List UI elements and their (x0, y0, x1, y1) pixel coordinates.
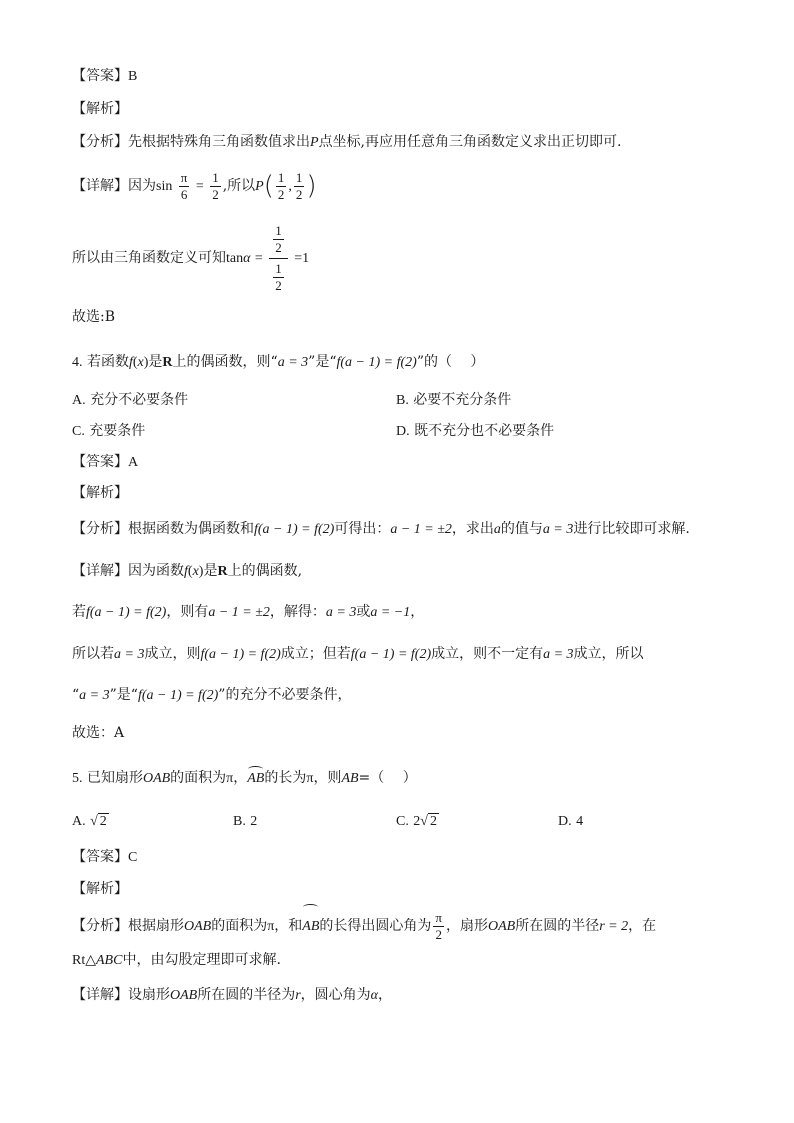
set-r: R (162, 355, 173, 370)
question-number: 4. (72, 355, 83, 370)
denominator: 2 (275, 277, 282, 293)
q4-option-b[interactable] (396, 390, 511, 411)
compound-numerator (269, 223, 288, 259)
var-alpha: α (370, 988, 379, 1003)
function-expr: f(a − 1) = f(2) (137, 688, 219, 703)
numerator: 1 (275, 260, 282, 276)
fenxi-text: 所在圆的半径 (515, 918, 600, 934)
detail-tag: 【详解】 (72, 563, 128, 579)
denominator: 2 (212, 186, 219, 202)
sin-fn: sin (156, 179, 173, 194)
q5-analysis-heading (72, 879, 128, 899)
choice-text: 故选：A (72, 725, 125, 741)
detail-tag: 【详解】 (72, 987, 128, 1003)
var-p: P (255, 179, 264, 194)
triangle-name: ABC (96, 953, 123, 968)
denominator: 2 (277, 186, 285, 202)
answer-tag: 【答案】 (72, 454, 128, 470)
q3-analysis-heading (72, 99, 128, 119)
radical-sign: √ (420, 814, 428, 829)
pi-symbol: π (267, 919, 275, 934)
q4-detail-line-3 (72, 644, 644, 665)
equals-sign: = (254, 251, 263, 266)
q4-choice-line (72, 723, 124, 743)
q5-option-c[interactable] (396, 811, 439, 832)
q4-option-c[interactable] (72, 421, 145, 442)
q3-choice-line (72, 307, 115, 327)
equation: a − 1 = ±2 (208, 605, 270, 620)
stem-text: ”是“ (308, 354, 337, 370)
numerator: 1 (277, 169, 285, 185)
condition-expr: a = 3 (542, 522, 574, 537)
q3-fenxi-line (72, 132, 621, 153)
option-label: C. (396, 814, 409, 829)
detail-text: 若 (72, 604, 86, 620)
numerator: 1 (275, 222, 282, 238)
answer-value: B (128, 69, 138, 84)
radicand: 2 (429, 814, 437, 829)
fenxi-text: 进行比较即可求解. (573, 521, 690, 537)
numerator: π (180, 169, 188, 185)
detail-text: ”的充分不必要条件， (218, 687, 352, 703)
stem-text: 是 (148, 354, 163, 370)
equation: a − 1 = ±2 (390, 522, 452, 537)
var-x: x (192, 564, 199, 579)
radical-sign: √ (90, 814, 98, 829)
numerator: π (435, 909, 442, 925)
var-r: r (295, 988, 301, 1003)
fraction-pi-over-6 (179, 170, 190, 203)
function-expr: f(a − 1) = f(2) (350, 647, 432, 662)
denominator: 2 (275, 239, 282, 255)
option-label: B. (396, 393, 409, 408)
fenxi-text: 的面积为 (211, 918, 268, 934)
detail-text: ，圆心角为 (300, 987, 371, 1003)
pi-symbol: π (306, 771, 314, 786)
fenxi-tag: 【分析】 (72, 918, 128, 934)
detail-text: ， (410, 604, 425, 620)
segment-ab: AB (341, 771, 359, 786)
q5-option-b[interactable] (233, 811, 257, 832)
function-expr: f(a − 1) = f(2) (86, 605, 167, 620)
fenxi-text: ，和 (274, 918, 303, 934)
fenxi-text: ，在 (628, 918, 657, 934)
var-p: P (310, 135, 319, 150)
answer-tag: 【答案】 (72, 68, 128, 84)
condition-expr: a = 3 (543, 647, 574, 662)
fraction-one-half (294, 170, 305, 203)
detail-text: ,所以 (222, 178, 256, 194)
q5-option-a[interactable] (72, 811, 109, 832)
q3-answer-line (72, 66, 137, 87)
compound-fraction (269, 223, 288, 294)
stem-text: ”的（ ） (416, 354, 485, 370)
option-text: 充分不必要条件 (90, 392, 189, 408)
fraction-one-half (276, 170, 287, 203)
sector-name: OAB (184, 919, 212, 934)
q4-detail-line-2 (72, 602, 424, 623)
detail-text: 是 (203, 563, 218, 579)
fenxi-text: 可得出： (334, 521, 391, 537)
fenxi-text: 根据扇形 (128, 918, 184, 934)
fenxi-text: 的长得出圆心角为 (319, 918, 432, 934)
fenxi-text: 点坐标,再应用任意角三角函数定义求出正切即可. (318, 134, 622, 150)
var-f: f (184, 564, 188, 579)
q5-stem (72, 768, 417, 789)
detail-text: 成立，则 (144, 646, 201, 662)
stem-text: ， (233, 770, 248, 786)
condition-expr: a = 3 (325, 605, 357, 620)
arc-ab: AB (302, 907, 319, 947)
option-text: 充要条件 (89, 423, 146, 439)
fraction-one-half (210, 170, 221, 203)
option-text: 4 (576, 814, 584, 829)
q4-detail-line: 【详解】因为函数f(x)是R上的偶函数, (72, 563, 303, 579)
tan-fn: tan (226, 251, 244, 266)
fraction-one-half (273, 223, 284, 256)
fenxi-text: 的值与 (500, 521, 543, 537)
q5-option-d[interactable] (558, 811, 583, 832)
equals-sign: = (195, 179, 204, 194)
radius-expr: r = 2 (599, 919, 629, 934)
condition-expr: a = 3 (114, 647, 145, 662)
option-label: A. (72, 393, 86, 408)
detail-text: ， (378, 987, 393, 1003)
numerator: 1 (212, 169, 219, 185)
detail-text: 因为函数 (128, 563, 184, 579)
fenxi-tag: 【分析】 (72, 134, 128, 150)
option-text: 2 (250, 814, 258, 829)
q5-fenxi-line (72, 906, 656, 947)
function-expr: f(a − 1) = f(2) (336, 355, 417, 370)
q5-fenxi-line-2 (72, 950, 281, 971)
detail-tag: 【详解】 (72, 178, 128, 194)
stem-text: ，则 (313, 770, 342, 786)
var-f: f (128, 355, 133, 370)
q4-detail-line-4 (72, 685, 351, 706)
condition-expr: a = 3 (277, 355, 309, 370)
question-number: 5. (72, 771, 83, 786)
detail-text: 所以由三角函数定义可知 (72, 250, 226, 266)
option-label: C. (72, 424, 85, 439)
arc-ab: AB (247, 769, 264, 789)
detail-text: 因为 (128, 178, 156, 194)
var-x: x (137, 355, 144, 370)
analysis-tag: 【解析】 (72, 101, 128, 117)
q5-answer-line (72, 847, 137, 868)
option-label: D. (396, 424, 410, 439)
fenxi-text: 根据函数为偶函数和 (128, 521, 254, 537)
option-text: 既不充分也不必要条件 (414, 423, 555, 439)
q3-detail-line (72, 166, 317, 207)
option-label: B. (233, 814, 246, 829)
choice-text: 故选:B (72, 309, 116, 325)
analysis-tag: 【解析】 (72, 881, 128, 897)
stem-text: 的面积为 (170, 770, 227, 786)
q4-stem: 4. 若函数f(x)是R上的偶函数，则“a = 3”是“f(a − 1) = f(2)”的（ ） (72, 354, 485, 370)
condition-expr: a = 3 (79, 688, 110, 703)
result-value: 1 (302, 251, 310, 266)
denominator: 2 (295, 186, 303, 202)
detail-text: 所在圆的半径为 (197, 987, 296, 1003)
q3-tan-line (72, 218, 309, 298)
detail-text: 成立，则不一定有 (431, 646, 544, 662)
denominator: 2 (435, 926, 442, 942)
fenxi-text: 先根据特殊角三角函数值求出 (128, 134, 310, 150)
detail-text: “ (72, 687, 80, 703)
solution-expr: a = −1 (370, 605, 411, 620)
set-r: R (217, 564, 228, 579)
detail-text: 成立，所以 (573, 646, 644, 662)
q4-answer-line (72, 452, 138, 473)
denominator: 6 (180, 186, 188, 202)
sector-name: OAB (170, 988, 198, 1003)
equals-sign: = (294, 251, 303, 266)
stem-text: 已知扇形 (86, 770, 143, 786)
numerator: 1 (295, 169, 303, 185)
right-paren: ) (306, 171, 317, 201)
detail-text: ，解得： (269, 604, 326, 620)
comma: , (288, 179, 292, 194)
answer-value: A (128, 455, 139, 470)
detail-text: 成立；但若 (280, 646, 351, 662)
q4-option-d[interactable] (396, 421, 554, 442)
detail-text: 或 (356, 604, 371, 620)
answer-value: C (128, 850, 138, 865)
detail-text: 所以若 (72, 646, 114, 662)
detail-text: 设扇形 (128, 987, 170, 1003)
fraction-one-half (273, 261, 284, 294)
sqrt-expr (90, 811, 109, 832)
sector-name: OAB (487, 919, 516, 934)
stem-text: 的长为 (264, 770, 307, 786)
fenxi-tag: 【分析】 (72, 521, 128, 537)
q4-option-a[interactable] (72, 390, 188, 411)
detail-text: ”是“ (109, 687, 138, 703)
detail-text: 上的偶函数, (227, 563, 303, 579)
right-triangle-symbol: Rt△ (72, 953, 96, 968)
fraction-pi-over-2 (433, 910, 444, 943)
option-coefficient: 2 (413, 814, 421, 829)
stem-text: 上的偶函数，则“ (172, 354, 278, 370)
sqrt-expr (420, 811, 439, 832)
q5-detail-line (72, 985, 392, 1006)
analysis-tag: 【解析】 (72, 485, 128, 501)
var-a: a (493, 522, 501, 537)
q4-analysis-heading (72, 483, 128, 503)
option-text: 必要不充分条件 (413, 392, 512, 408)
sector-name: OAB (142, 771, 171, 786)
q4-fenxi-line (72, 519, 690, 540)
fenxi-text: ，求出 (451, 521, 494, 537)
stem-text: 若函数 (86, 354, 129, 370)
stem-text: =（ ） (358, 770, 417, 786)
fenxi-text: 中，由勾股定理即可求解. (122, 952, 281, 968)
var-alpha: α (243, 251, 251, 266)
function-expr: f(a − 1) = f(2) (254, 522, 335, 537)
detail-text: ，则有 (166, 604, 209, 620)
left-paren: ( (263, 171, 274, 201)
answer-tag: 【答案】 (72, 849, 128, 865)
radicand: 2 (99, 814, 107, 829)
compound-denominator (269, 259, 288, 294)
option-label: A. (72, 814, 86, 829)
option-label: D. (558, 814, 572, 829)
fenxi-text: ，扇形 (445, 918, 488, 934)
function-expr: f(a − 1) = f(2) (200, 647, 281, 662)
pi-symbol: π (226, 771, 234, 786)
